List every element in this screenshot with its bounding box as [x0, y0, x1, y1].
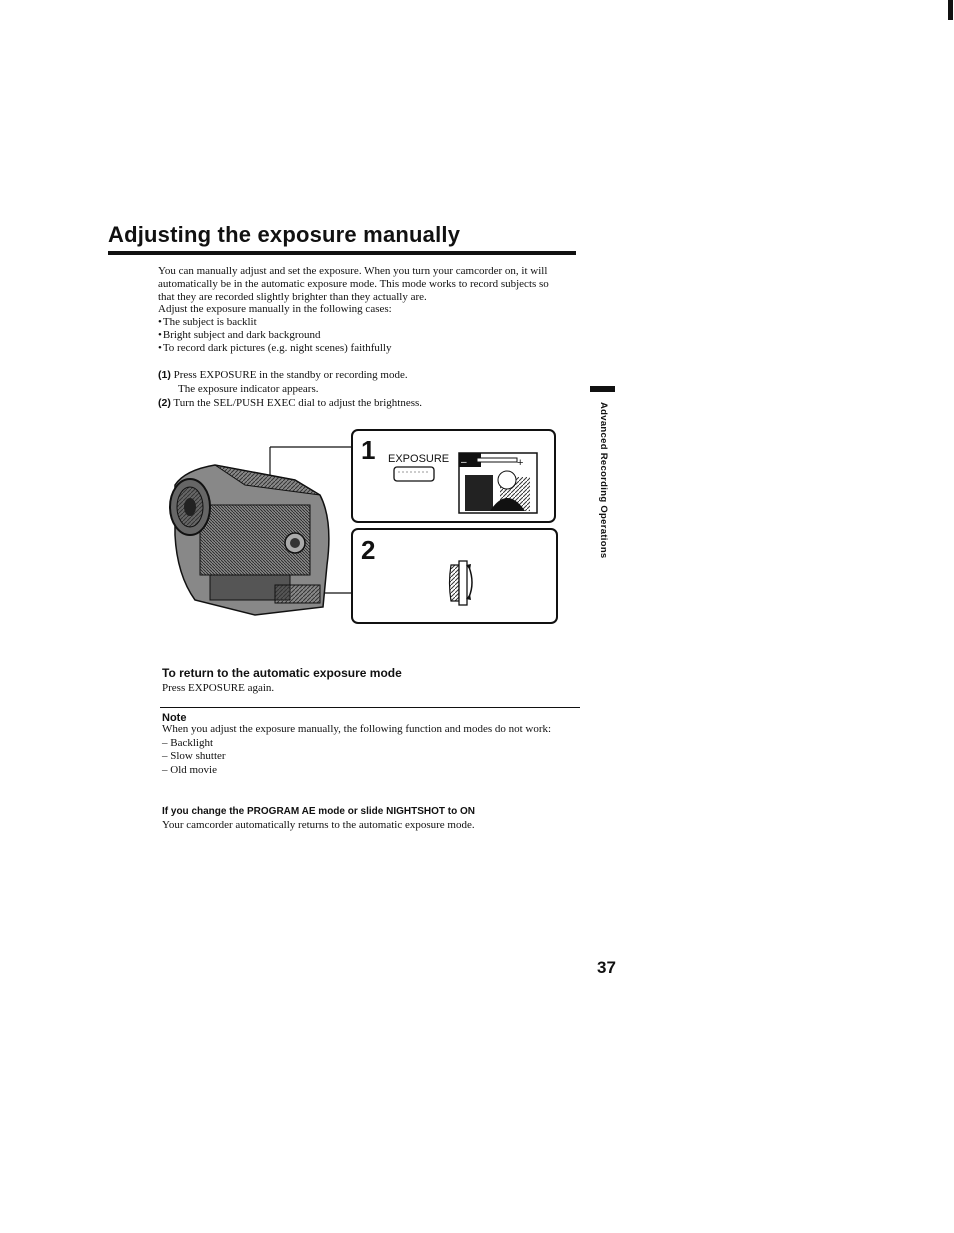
- intro-cases-lead: Adjust the exposure manually in the following cases:: [158, 303, 392, 316]
- note-list: [162, 737, 567, 778]
- callout-2-number: 2: [361, 535, 376, 565]
- note-heading: Note: [162, 712, 187, 724]
- case-item: • To record dark pictures (e.g. night scenes) faithfully: [158, 342, 568, 355]
- step-1-sub: The exposure indicator appears.: [178, 383, 319, 395]
- section-tab-marker: [590, 386, 615, 392]
- intro-paragraph: You can manually adjust and set the exposure. When you turn your camcorder on, it will automatically be in the automatic exposure mode. This mode works to record subjects so that they are recorded slightly brighter than they actually are.: [158, 265, 549, 303]
- step-1-text: Press EXPOSURE in the standby or recording mode.: [173, 369, 408, 381]
- section-side-label: Advanced Recording Operations: [598, 402, 609, 559]
- page-number: 37: [597, 958, 616, 977]
- case-item: • The subject is backlit: [158, 316, 568, 329]
- return-heading: To return to the automatic exposure mode: [162, 666, 402, 680]
- page-title: Adjusting the exposure manually: [108, 222, 461, 247]
- intro-section: [158, 265, 568, 355]
- camcorder-body: [170, 465, 329, 615]
- camcorder-illustration: [155, 425, 565, 630]
- note-item: – Backlight: [162, 736, 214, 749]
- title-underline: [108, 251, 576, 255]
- step-2-text: Turn the SEL/PUSH EXEC dial to adjust the brightness.: [173, 397, 423, 409]
- case-item: • Bright subject and dark background: [158, 329, 568, 342]
- callout-1-number: 1: [361, 435, 376, 465]
- exposure-button-label: EXPOSURE: [388, 453, 450, 465]
- page-edge-mark: [948, 0, 953, 20]
- meter-plus: +: [517, 457, 524, 469]
- step-2: [158, 397, 422, 410]
- meter-minus: –: [461, 457, 467, 468]
- note-section: [162, 723, 567, 777]
- note-item: – Old movie: [162, 763, 217, 776]
- exposure-button: [394, 467, 434, 481]
- note-text: When you adjust the exposure manually, the following function and modes do not work:: [162, 723, 552, 735]
- program-heading: If you change the PROGRAM AE mode or slide NIGHTSHOT to ON: [162, 806, 475, 817]
- step-1: [158, 369, 408, 382]
- note-divider: [160, 707, 580, 708]
- step-2-number: (2): [158, 397, 171, 409]
- exposure-meter: [477, 458, 517, 462]
- note-item: – Slow shutter: [162, 750, 226, 763]
- return-text: Press EXPOSURE again.: [162, 682, 275, 694]
- intro-cases-list: [158, 316, 568, 354]
- program-text: Your camcorder automatically returns to the automatic exposure mode.: [162, 819, 475, 831]
- step-1-number: (1): [158, 369, 171, 381]
